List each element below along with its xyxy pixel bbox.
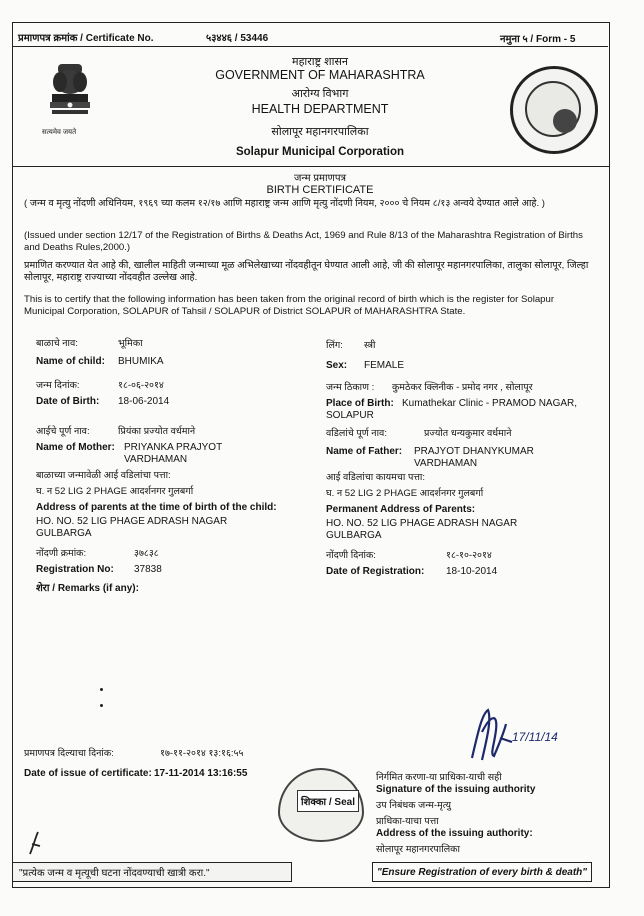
- registration-date-label: Date of Registration:: [326, 566, 425, 577]
- child-name-value-marathi: भूमिका: [118, 338, 143, 349]
- issue-date-value: 17-11-2014 13:16:55: [154, 768, 248, 779]
- government-name: GOVERNMENT OF MAHARASHTRA: [215, 68, 425, 82]
- dob-value: 18-06-2014: [118, 396, 170, 407]
- sex-value: FEMALE: [364, 360, 405, 371]
- sex-label: Sex:: [326, 360, 348, 371]
- signature-date: 17/11/14: [512, 730, 558, 744]
- father-name-value-line2: VARDHAMAN: [414, 458, 478, 469]
- dob-label: Date of Birth:: [36, 396, 100, 407]
- registration-date-value-marathi: १८-१०-२०१४: [446, 550, 492, 561]
- authority-address-value: सोलापूर महानगरपालिका: [376, 844, 460, 855]
- authority-title-marathi: उप निबंधक जन्म-मृत्यु: [376, 800, 452, 811]
- sex-value-marathi: स्त्री: [364, 340, 376, 351]
- dob-label-marathi: जन्म दिनांक:: [36, 380, 80, 391]
- initials-mark-icon: [26, 830, 44, 856]
- certify-statement-marathi: प्रमाणित करण्यात येत आहे की, खालील माहिती जन्माच्या मूळ अभिलेखाच्या नोंदवहीतून घेण्यात आली आहे, जी की सोलापूर महानगरपालिका, तालुका सोलापूर, जिल्हा सोलापूर, महाराष्ट्र राज्याच्या नोंदवहीत उल्लेख आहे.: [24, 260, 589, 283]
- pob-value-line2: SOLAPUR: [326, 410, 374, 421]
- municipal-corporation-seal-icon: [510, 66, 598, 154]
- certificate-title: BIRTH CERTIFICATE: [266, 184, 374, 196]
- child-name-value: BHUMIKA: [118, 356, 164, 367]
- mother-name-value-line2: VARDHAMAN: [124, 454, 188, 465]
- authority-address-label-marathi: प्राधिका-याचा पत्ता: [376, 816, 439, 827]
- title-marathi: जन्म प्रमाणपत्र: [293, 173, 347, 184]
- child-name-label: Name of child:: [36, 356, 105, 367]
- mother-name-label: Name of Mother:: [36, 442, 115, 453]
- national-emblem-icon: [40, 58, 100, 138]
- registration-date-label-marathi: नोंदणी दिनांक:: [326, 550, 376, 561]
- department-marathi: आरोग्य विभाग: [291, 88, 349, 100]
- father-name-value-marathi: प्रज्योत धन्यकुमार वर्धमाने: [424, 428, 512, 439]
- child-name-label-marathi: बाळाचे नाव:: [36, 338, 78, 349]
- dob-value-marathi: १८-०६-२०१४: [118, 380, 164, 391]
- permanent-address-label: Permanent Address of Parents:: [326, 504, 476, 515]
- authority-address-label: Address of the issuing authority:: [376, 828, 533, 839]
- scan-mark: [100, 688, 103, 691]
- mother-name-value-line1: PRIYANKA PRAJYOT: [124, 442, 223, 453]
- pob-value-line1: Kumathekar Clinic - PRAMOD NAGAR,: [402, 398, 578, 409]
- pob-label-marathi: जन्म ठिकाण :: [326, 382, 375, 393]
- act-reference-marathi: ( जन्म व मृत्यु नोंदणी अधिनियम, १९६९ च्या कलम १२/१७ आणि महाराष्ट्र जन्म आणि मृत्यु नोंदणी नियम, २००० चे नियम ८/१३ अन्वये देण्यात आले आहे. ): [24, 198, 545, 209]
- address-at-birth-label-marathi: बाळाच्या जन्मावेळी आई वडिलांचा पत्ता:: [36, 470, 171, 481]
- corporation-marathi: सोलापूर महानगरपालिका: [271, 126, 369, 138]
- footer-slogan: "Ensure Registration of every birth & death": [372, 862, 592, 882]
- registration-number-label-marathi: नोंदणी क्रमांक:: [36, 548, 87, 559]
- authority-signature-label-marathi: निर्गमित करणा-या प्राधिका-याची सही: [376, 772, 502, 783]
- issue-date-label-marathi: प्रमाणपत्र दिल्याचा दिनांक:: [24, 748, 114, 759]
- corporation-name: Solapur Municipal Corporation: [235, 146, 405, 158]
- certificate-number-label: प्रमाणपत्र क्रमांक / Certificate No.: [18, 33, 154, 44]
- address-at-birth-value-marathi: घ. न 52 LIG 2 PHAGE आदर्शनगर गुलबर्गा: [36, 486, 194, 497]
- seal-box: शिक्का / Seal: [297, 790, 359, 812]
- authority-signature-label: Signature of the issuing authority: [376, 784, 536, 795]
- registration-date-value: 18-10-2014: [446, 566, 498, 577]
- permanent-address-value-line1: HO. NO. 52 LIG PHAGE ADRASH NAGAR: [326, 518, 518, 529]
- emblem-caption: सत्यमेव जयते: [42, 129, 77, 136]
- scan-mark: [100, 704, 103, 707]
- pob-label: Place of Birth:: [326, 398, 394, 409]
- department-name: HEALTH DEPARTMENT: [251, 102, 389, 116]
- mother-name-value-marathi: प्रियंका प्रज्योत वर्धमाने: [118, 426, 196, 437]
- permanent-address-value-marathi: घ. न 52 LIG 2 PHAGE आदर्शनगर गुलबर्गा: [326, 488, 484, 499]
- address-at-birth-value-line2: GULBARGA: [36, 528, 92, 539]
- permanent-address-value-line2: GULBARGA: [326, 530, 382, 541]
- registration-number-value: 37838: [134, 564, 162, 575]
- form-number: नमुना ५ / Form - 5: [500, 34, 576, 45]
- father-name-label-marathi: वडिलांचे पूर्ण नाव:: [326, 428, 387, 439]
- remarks-label: शेरा / Remarks (if any):: [36, 583, 139, 594]
- address-at-birth-label: Address of parents at the time of birth of the child:: [36, 502, 277, 513]
- father-name-value-line1: PRAJYOT DHANYKUMAR: [414, 446, 534, 457]
- pob-value-marathi: कुमठेकर क्लिनीक - प्रमोद नगर , सोलापूर: [392, 382, 533, 393]
- certificate-number-value: ५३४४६ / 53446: [206, 33, 269, 44]
- sex-label-marathi: लिंग:: [326, 340, 343, 351]
- footer-slogan-marathi: "प्रत्येक जन्म व मृत्यूची घटना नोंदवण्याची खात्री करा.": [12, 862, 292, 882]
- permanent-address-label-marathi: आई वडिलांचा कायमचा पत्ता:: [326, 472, 426, 483]
- address-at-birth-value-line1: HO. NO. 52 LIG PHAGE ADRASH NAGAR: [36, 516, 228, 527]
- issue-date-value-marathi: १७-११-२०१४ १३:१६:५५: [160, 748, 244, 759]
- government-name-marathi: महाराष्ट्र शासन: [292, 56, 348, 68]
- certify-statement: This is to certify that the following information has been taken from the original record of birth which is the register for Solapur Municipal Corporation, SOLAPUR of Tahsil / SOLAPUR of District SOLAPUR of MAHARASHTRA State.: [24, 294, 555, 317]
- act-reference: (Issued under section 12/17 of the Registration of Births & Deaths Act, 1969 and Rule 8/13 of the Maharashtra Registration of Births and Deaths Rules,2000.): [24, 230, 583, 253]
- issue-date-label: Date of issue of certificate:: [24, 768, 152, 779]
- mother-name-label-marathi: आईचे पूर्ण नाव:: [36, 426, 90, 437]
- divider: [12, 166, 610, 167]
- father-name-label: Name of Father:: [326, 446, 403, 457]
- registration-number-value-marathi: ३७८३८: [134, 548, 159, 559]
- registration-number-label: Registration No:: [36, 564, 114, 575]
